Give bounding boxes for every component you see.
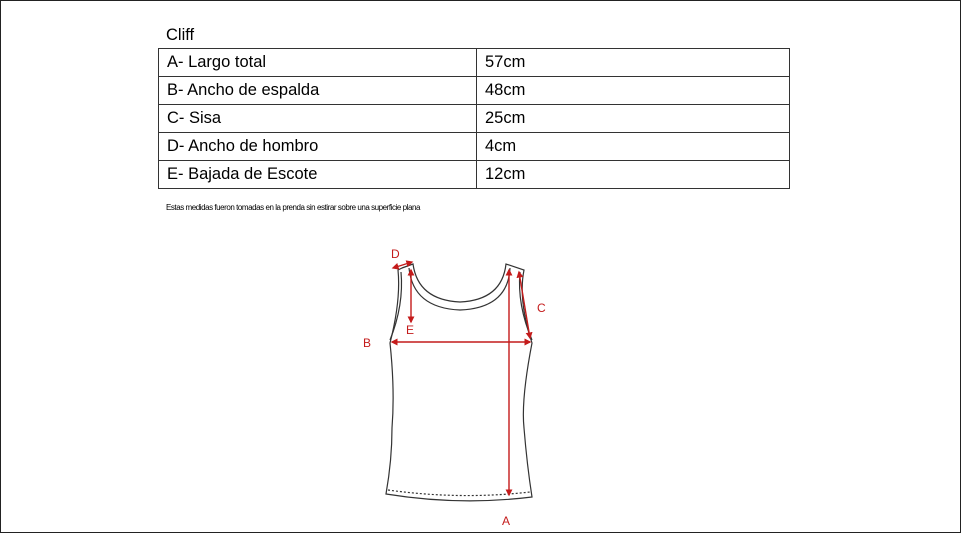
measure-c-line <box>519 272 530 338</box>
row-label: D- Ancho de hombro <box>159 133 477 161</box>
label-c: C <box>537 301 546 315</box>
tank-top-outline <box>386 264 532 501</box>
measurement-note: Estas medidas fueron tomadas en la prenda sin estirar sobre una superficie plana <box>166 203 420 212</box>
measurement-lines <box>392 262 530 495</box>
row-value: 4cm <box>477 133 790 161</box>
label-d: D <box>391 247 400 261</box>
row-label: A- Largo total <box>159 49 477 77</box>
label-b: B <box>363 336 372 350</box>
label-e: E <box>406 323 415 337</box>
row-label: E- Bajada de Escote <box>159 161 477 189</box>
product-title: Cliff <box>166 26 195 44</box>
label-a: A <box>502 514 511 528</box>
row-label: B- Ancho de espalda <box>159 77 477 105</box>
row-value: 57cm <box>477 49 790 77</box>
row-value: 48cm <box>477 77 790 105</box>
row-value: 25cm <box>477 105 790 133</box>
row-label: C- Sisa <box>159 105 477 133</box>
row-value: 12cm <box>477 161 790 189</box>
